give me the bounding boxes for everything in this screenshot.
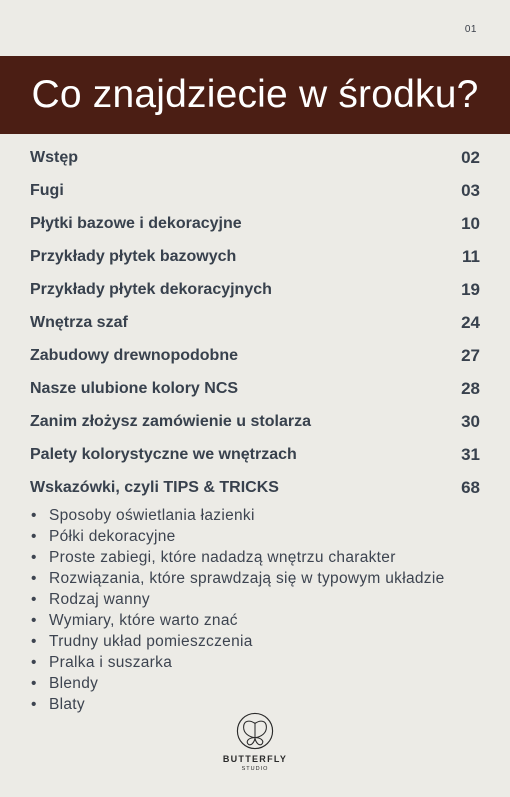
toc-item (30, 405, 480, 438)
page-number: 01 (464, 24, 477, 35)
tip-item: • Półki dekoracyjne (30, 526, 490, 547)
toc-item-page: 10 (461, 213, 480, 233)
toc-item-page: 02 (461, 147, 480, 167)
butterfly-logo-icon (236, 712, 274, 750)
toc-item (30, 471, 480, 504)
logo-name: BUTTERFLY (222, 754, 288, 764)
tip-item: • Proste zabiegi, które nadadzą wnętrzu charakter (30, 547, 490, 568)
toc-item-label: Fugi (30, 181, 64, 199)
toc-item-label: Płytki bazowe i dekoracyjne (30, 214, 242, 232)
title-band (0, 56, 510, 134)
toc-item-page: 31 (461, 444, 480, 464)
toc-item-label: Nasze ulubione kolory NCS (30, 379, 239, 397)
toc-item (30, 273, 480, 306)
toc-item-label: Przykłady płytek dekoracyjnych (30, 280, 272, 298)
tip-item: • Wymiary, które warto znać (30, 610, 490, 631)
tip-item: • Blaty (30, 694, 490, 715)
tip-item: • Rodzaj wanny (30, 589, 490, 610)
toc-item-label: Przykłady płytek bazowych (30, 247, 237, 265)
toc-item (30, 339, 480, 372)
toc-item (30, 438, 480, 471)
butterfly-studio-logo (215, 712, 295, 782)
toc-item-label: Wstęp (30, 148, 78, 166)
toc-item (30, 240, 480, 273)
toc-item (30, 207, 480, 240)
toc-item-page: 11 (462, 246, 480, 266)
toc-item-label: Wnętrza szaf (30, 313, 128, 331)
toc-item-label: Palety kolorystyczne we wnętrzach (30, 445, 297, 463)
tip-item: • Pralka i suszarka (30, 652, 490, 673)
table-of-contents (30, 141, 480, 504)
toc-item (30, 174, 480, 207)
toc-item-page: 03 (461, 180, 480, 200)
toc-item-page: 19 (461, 279, 480, 299)
toc-item-page: 30 (461, 411, 480, 431)
logo-subtitle: STUDIO (241, 766, 269, 772)
toc-item-label: Zabudowy drewnopodobne (30, 346, 238, 364)
toc-item-page: 24 (461, 312, 480, 332)
toc-item-page: 28 (461, 378, 480, 398)
tip-item: • Blendy (30, 673, 490, 694)
page-title: Co znajdziecie w środku? (31, 73, 479, 116)
toc-item-label: Zanim złożysz zamówienie u stolarza (30, 412, 311, 430)
toc-item-page: 27 (461, 345, 480, 365)
toc-item-label: Wskazówki, czyli TIPS & TRICKS (30, 478, 279, 496)
toc-item (30, 372, 480, 405)
toc-item-page: 68 (461, 477, 480, 497)
tip-item: • Sposoby oświetlania łazienki (30, 505, 490, 526)
tip-item: • Trudny układ pomieszczenia (30, 631, 490, 652)
tips-list (30, 505, 490, 715)
tip-item: • Rozwiązania, które sprawdzają się w typowym układzie (30, 568, 490, 589)
toc-item (30, 141, 480, 174)
toc-item (30, 306, 480, 339)
